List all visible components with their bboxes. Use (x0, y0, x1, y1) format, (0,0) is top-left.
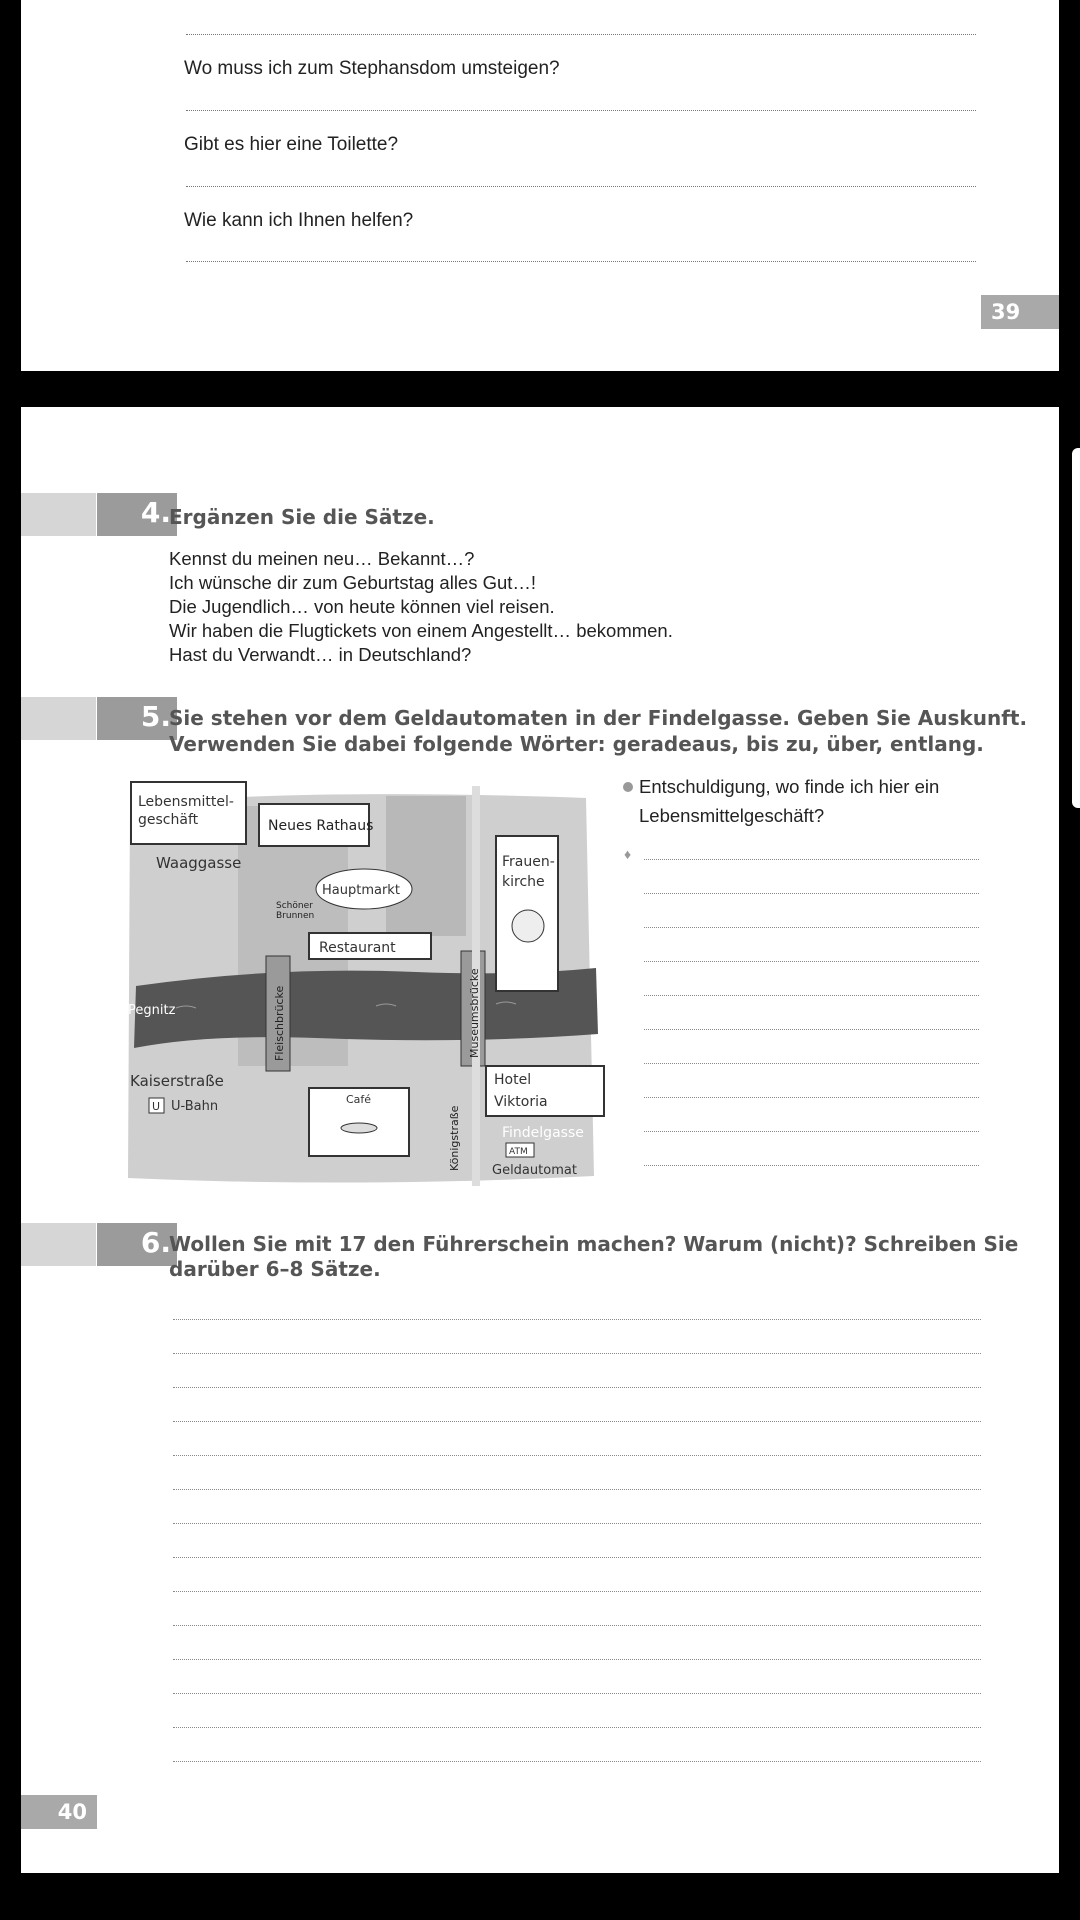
sentence: Ich wünsche dir zum Geburtstag alles Gut…! (169, 572, 537, 593)
map-label: Königstraße (448, 1105, 461, 1171)
scrollbar-thumb[interactable] (1072, 448, 1080, 808)
exercise-title-line: darüber 6–8 Sätze. (169, 1257, 381, 1281)
map-label: Café (346, 1093, 372, 1106)
question-2: Gibt es hier eine Toilette? (184, 134, 399, 155)
answer-diamond-icon: ♦ (624, 846, 632, 862)
answer-line (644, 1029, 979, 1030)
hauptmarkt-label (316, 869, 412, 909)
frauenkirche-box (496, 836, 558, 991)
exercise-bar (21, 493, 96, 536)
page-39 (21, 0, 1059, 371)
sentence: Hast du Verwandt… in Deutschland? (169, 644, 472, 665)
map-label: Hauptmarkt (322, 883, 400, 898)
answer-line (186, 261, 976, 262)
map-label: Findelgasse (502, 1125, 584, 1141)
map-label: Kaiserstraße (130, 1072, 224, 1090)
answer-line (644, 961, 979, 962)
answer-line (644, 1063, 979, 1064)
answer-line (186, 34, 976, 35)
map-label: Pegnitz (128, 1003, 176, 1018)
writing-line (173, 1591, 981, 1592)
answer-line (644, 859, 979, 860)
sentence: Kennst du meinen neu… Bekannt…? (169, 548, 475, 569)
answer-line (186, 110, 976, 111)
city-map-illustration (116, 776, 626, 1196)
map-label: Waaggasse (156, 854, 242, 872)
svg-text:U: U (152, 1100, 161, 1113)
writing-line (173, 1557, 981, 1558)
writing-line (173, 1659, 981, 1660)
atm-label: ATM (509, 1147, 528, 1157)
map-label: Geldautomat (492, 1163, 577, 1178)
exercise-number: 5. (97, 697, 177, 740)
writing-line (173, 1455, 981, 1456)
answer-line (644, 1131, 979, 1132)
speaker-bullet (623, 782, 633, 792)
exercise-bar (21, 697, 96, 740)
page-40 (21, 407, 1059, 1873)
answer-line (644, 927, 979, 928)
writing-line (173, 1421, 981, 1422)
map-label: U-Bahn (171, 1099, 219, 1114)
map-label: Restaurant (319, 940, 396, 956)
map-label: Hotel (494, 1072, 532, 1088)
sentence: Wir haben die Flugtickets von einem Angestellt… bekommen. (169, 620, 673, 641)
map-label: Lebensmittel- (138, 794, 234, 810)
writing-line (173, 1693, 981, 1694)
answer-line (186, 186, 976, 187)
answer-line (644, 1097, 979, 1098)
writing-line (173, 1523, 981, 1524)
writing-line (173, 1489, 981, 1490)
map-label: Neues Rathaus (268, 818, 374, 834)
map-label: Museumsbrücke (468, 968, 481, 1058)
answer-line (644, 1165, 979, 1166)
hotel-box (486, 1066, 604, 1116)
exercise-title-line: Sie stehen vor dem Geldautomaten in der Findelgasse. Geben Sie Auskunft. (169, 706, 1028, 730)
writing-line (173, 1353, 981, 1354)
cafe-box (309, 1088, 409, 1156)
map-label: kirche (502, 874, 545, 890)
answer-line (644, 995, 979, 996)
page-number: 40 (21, 1795, 97, 1829)
exercise-title: Ergänzen Sie die Sätze. (169, 505, 435, 529)
restaurant-box (309, 933, 431, 959)
page-number: 39 (981, 295, 1059, 329)
lebensmittelgeschaeft-box (131, 782, 246, 844)
map-label: Brunnen (276, 911, 315, 921)
map-label: Schöner (276, 901, 313, 911)
writing-line (173, 1319, 981, 1320)
question-3: Wie kann ich Ihnen helfen? (184, 210, 414, 231)
exercise-bar (21, 1223, 96, 1266)
exercise-title-line: Verwenden Sie dabei folgende Wörter: geradeaus, bis zu, über, entlang. (169, 732, 984, 756)
question-line: Lebensmittelgeschäft? (639, 805, 825, 826)
rathaus-box (259, 804, 373, 846)
exercise-number: 6. (97, 1223, 177, 1266)
map-label: Viktoria (494, 1094, 548, 1110)
question-line: Entschuldigung, wo finde ich hier ein (639, 776, 940, 797)
sentence: Die Jugendlich… von heute können viel reisen. (169, 596, 555, 617)
map-label: geschäft (138, 812, 199, 828)
writing-line (173, 1387, 981, 1388)
question-1: Wo muss ich zum Stephansdom umsteigen? (184, 58, 560, 79)
answer-line (644, 893, 979, 894)
writing-line (173, 1727, 981, 1728)
ubahn-sign (149, 1098, 218, 1114)
writing-line (173, 1625, 981, 1626)
map-label: Fleischbrücke (273, 985, 286, 1061)
exercise-number: 4. (97, 493, 177, 536)
exercise-title-line: Wollen Sie mit 17 den Führerschein machen? Warum (nicht)? Schreiben Sie (169, 1232, 1019, 1256)
writing-line (173, 1761, 981, 1762)
map-label: Frauen- (502, 854, 555, 870)
